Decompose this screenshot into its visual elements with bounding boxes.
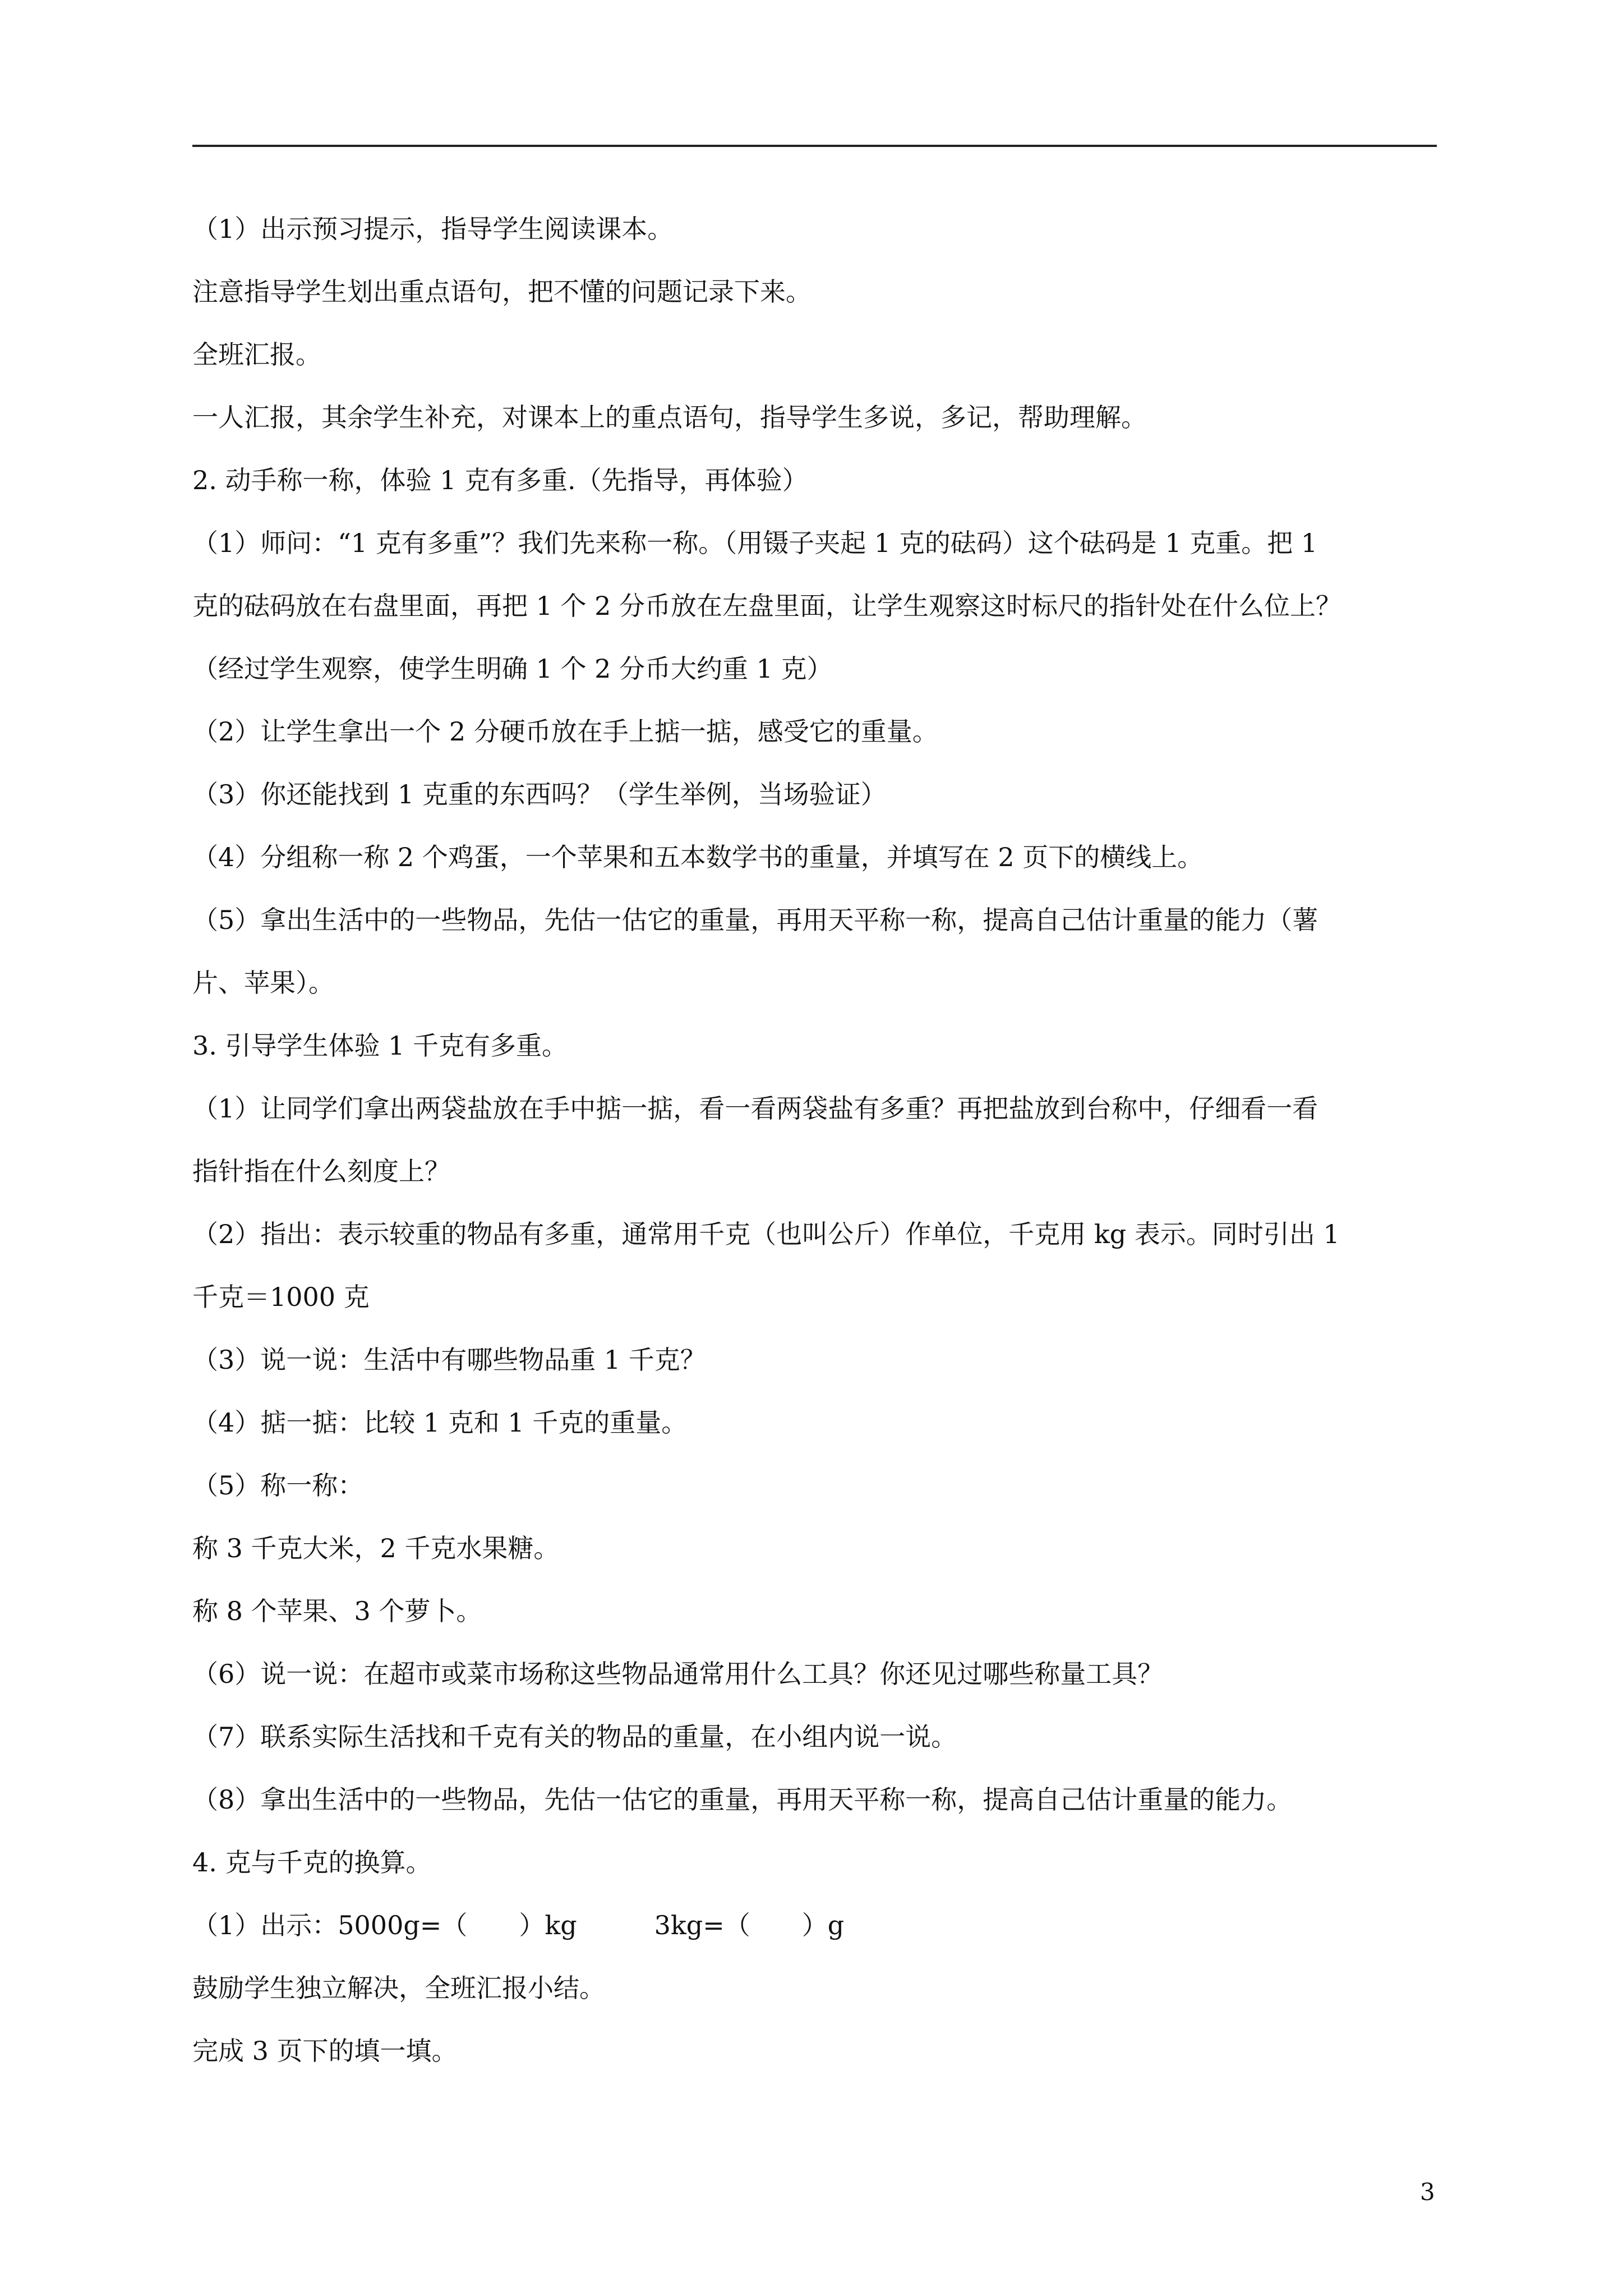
text-line: （3）你还能找到 1 克重的东西吗？（学生举例，当场验证） xyxy=(192,779,887,809)
text-line: （4）分组称一称 2 个鸡蛋，一个苹果和五本数学书的重量，并填写在 2 页下的横线上。 xyxy=(192,842,1204,872)
text-line: 全班汇报。 xyxy=(192,339,321,370)
text-line: （1）让同学们拿出两袋盐放在手中掂一掂，看一看两袋盐有多重？再把盐放到台称中，仔细看一看 xyxy=(192,1093,1318,1124)
text-line: （1）出示：5000g=（ ）kg 3kg=（ ）g xyxy=(192,1910,845,1940)
text-line: （经过学生观察，使学生明确 1 个 2 分币大约重 1 克） xyxy=(192,654,833,684)
section-heading: 4. 克与千克的换算。 xyxy=(192,1847,432,1878)
text-line: 克的砝码放在右盘里面，再把 1 个 2 分币放在左盘里面，让学生观察这时标尺的指针处在什么位上？ xyxy=(192,591,1342,621)
page-number: 3 xyxy=(1420,2178,1435,2206)
text-line: （1）出示预习提示，指导学生阅读课本。 xyxy=(192,214,674,244)
text-line: （4）掂一掂：比较 1 克和 1 千克的重量。 xyxy=(192,1407,688,1438)
text-line: 一人汇报，其余学生补充，对课本上的重点语句，指导学生多说，多记，帮助理解。 xyxy=(192,402,1147,432)
text-line: （7）联系实际生活找和千克有关的物品的重量，在小组内说一说。 xyxy=(192,1722,957,1752)
text-line: （1）师问：“1 克有多重”？我们先来称一称。（用镊子夹起 1 克的砝码）这个砝码是 1 克重。把 1 xyxy=(192,528,1318,558)
text-line: （8）拿出生活中的一些物品，先估一估它的重量，再用天平称一称，提高自己估计重量的能力。 xyxy=(192,1784,1293,1815)
text-line: （5）称一称： xyxy=(192,1470,364,1501)
text-line: 称 8 个苹果、3 个萝卜。 xyxy=(192,1596,482,1626)
text-line: （2）让学生拿出一个 2 分硬币放在手上掂一掂，感受它的重量。 xyxy=(192,716,938,747)
text-line: 指针指在什么刻度上？ xyxy=(192,1156,450,1186)
text-line: 称 3 千克大米，2 千克水果糖。 xyxy=(192,1533,560,1563)
text-line: 片、苹果）。 xyxy=(192,968,334,998)
text-line: （3）说一说：生活中有哪些物品重 1 千克？ xyxy=(192,1345,706,1375)
text-line: 注意指导学生划出重点语句，把不懂的问题记录下来。 xyxy=(192,277,811,307)
header-rule xyxy=(192,145,1437,147)
section-heading: 2. 动手称一称，体验 1 克有多重.（先指导，再体验） xyxy=(192,465,808,495)
text-line: （6）说一说：在超市或菜市场称这些物品通常用什么工具？你还见过哪些称量工具？ xyxy=(192,1659,1164,1689)
text-line: （5）拿出生活中的一些物品，先估一估它的重量，再用天平称一称，提高自己估计重量的能力（薯 xyxy=(192,905,1318,935)
section-heading: 3. 引导学生体验 1 千克有多重。 xyxy=(192,1030,568,1061)
text-line: 完成 3 页下的填一填。 xyxy=(192,2036,458,2066)
text-line: 鼓励学生独立解决，全班汇报小结。 xyxy=(192,1973,605,2003)
text-line: （2）指出：表示较重的物品有多重，通常用千克（也叫公斤）作单位，千克用 kg 表示。同时引出 1 xyxy=(192,1219,1340,1249)
text-line: 千克＝1000 克 xyxy=(192,1282,370,1312)
